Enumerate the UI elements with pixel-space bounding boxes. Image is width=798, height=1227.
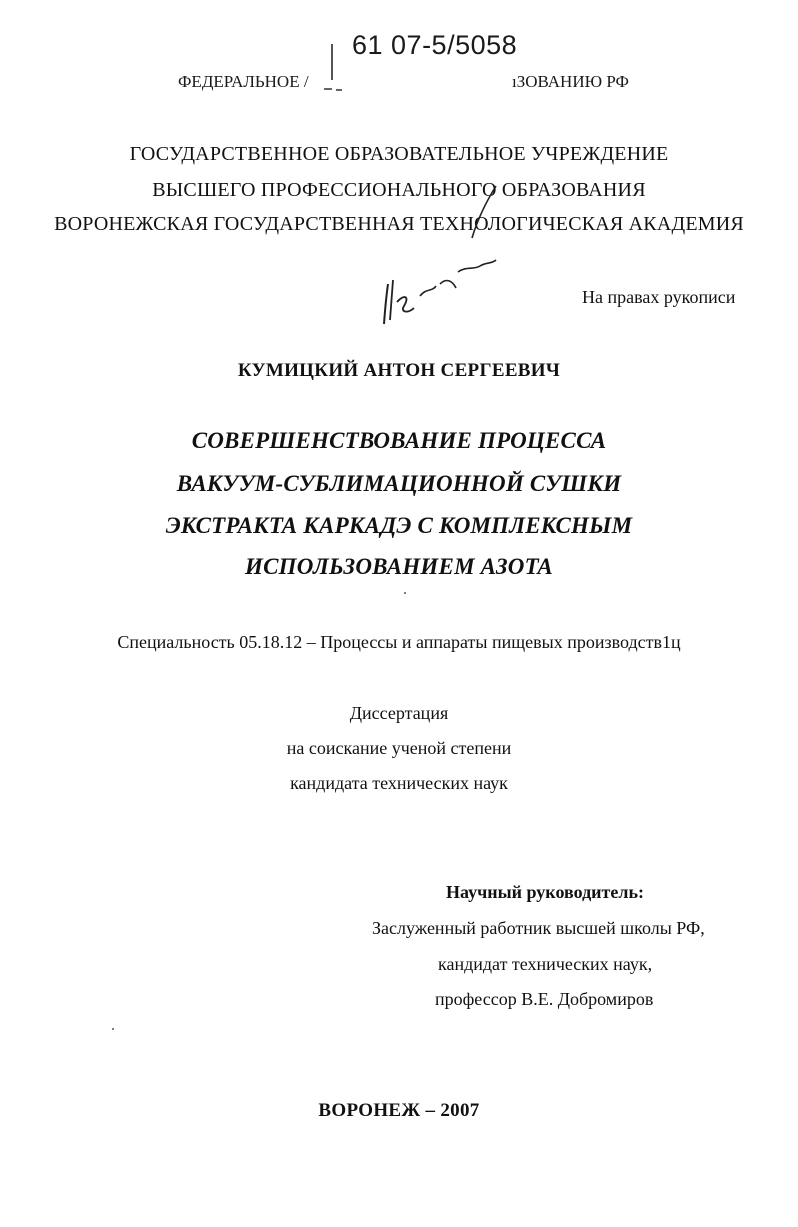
- supervisor-title-line: Заслуженный работник высшей школы РФ,: [372, 918, 705, 938]
- institution-line-2: ВЫСШЕГО ПРОФЕССИОНАЛЬНОГО ОБРАЗОВАНИЯ: [152, 179, 646, 201]
- ministry-header-right: ıЗОВАНИЮ РФ: [512, 72, 629, 91]
- dissertation-title-line-1: СОВЕРШЕНСТВОВАНИЕ ПРОЦЕССА: [191, 428, 607, 453]
- scan-speck: [404, 592, 406, 594]
- city-year: ВОРОНЕЖ – 2007: [318, 1100, 480, 1121]
- supervisor-label: Научный руководитель:: [446, 882, 644, 902]
- institution-line-1: ГОСУДАРСТВЕННОЕ ОБРАЗОВАТЕЛЬНОЕ УЧРЕЖДЕНИЕ: [129, 143, 669, 165]
- supervisor-name-line: профессор В.Е. Добромиров: [435, 989, 654, 1009]
- dissertation-title-line-2: ВАКУУМ-СУБЛИМАЦИОННОЙ СУШКИ: [176, 471, 622, 496]
- obscured-text-marks: [322, 80, 354, 92]
- manuscript-rights-note: На правах рукописи: [582, 287, 736, 307]
- dissertation-title-line-3: ЭКСТРАКТА КАРКАДЭ С КОМПЛЕКСНЫМ: [165, 513, 633, 538]
- institution-line-3: ВОРОНЕЖСКАЯ ГОСУДАРСТВЕННАЯ ТЕХНОЛОГИЧЕСКАЯ АКАДЕМИЯ: [54, 213, 744, 235]
- handwritten-signature: [374, 180, 514, 330]
- author-name: КУМИЦКИЙ АНТОН СЕРГЕЕВИЧ: [237, 360, 561, 381]
- degree-line-2: на соискание ученой степени: [286, 738, 512, 758]
- degree-line-3: кандидата технических наук: [290, 773, 508, 793]
- archive-stamp-number: 61 07-5/5058: [352, 30, 518, 60]
- stamp-tick-mark: [331, 44, 333, 80]
- ministry-header-left: ФЕДЕРАЛЬНОЕ /: [178, 72, 309, 91]
- scan-speck: [112, 1028, 114, 1030]
- dissertation-title-line-4: ИСПОЛЬЗОВАНИЕМ АЗОТА: [245, 554, 553, 579]
- degree-line-1: Диссертация: [349, 703, 449, 723]
- supervisor-degree-line: кандидат технических наук,: [438, 954, 653, 974]
- specialty-line: Специальность 05.18.12 – Процессы и аппараты пищевых производств1ц: [117, 632, 681, 652]
